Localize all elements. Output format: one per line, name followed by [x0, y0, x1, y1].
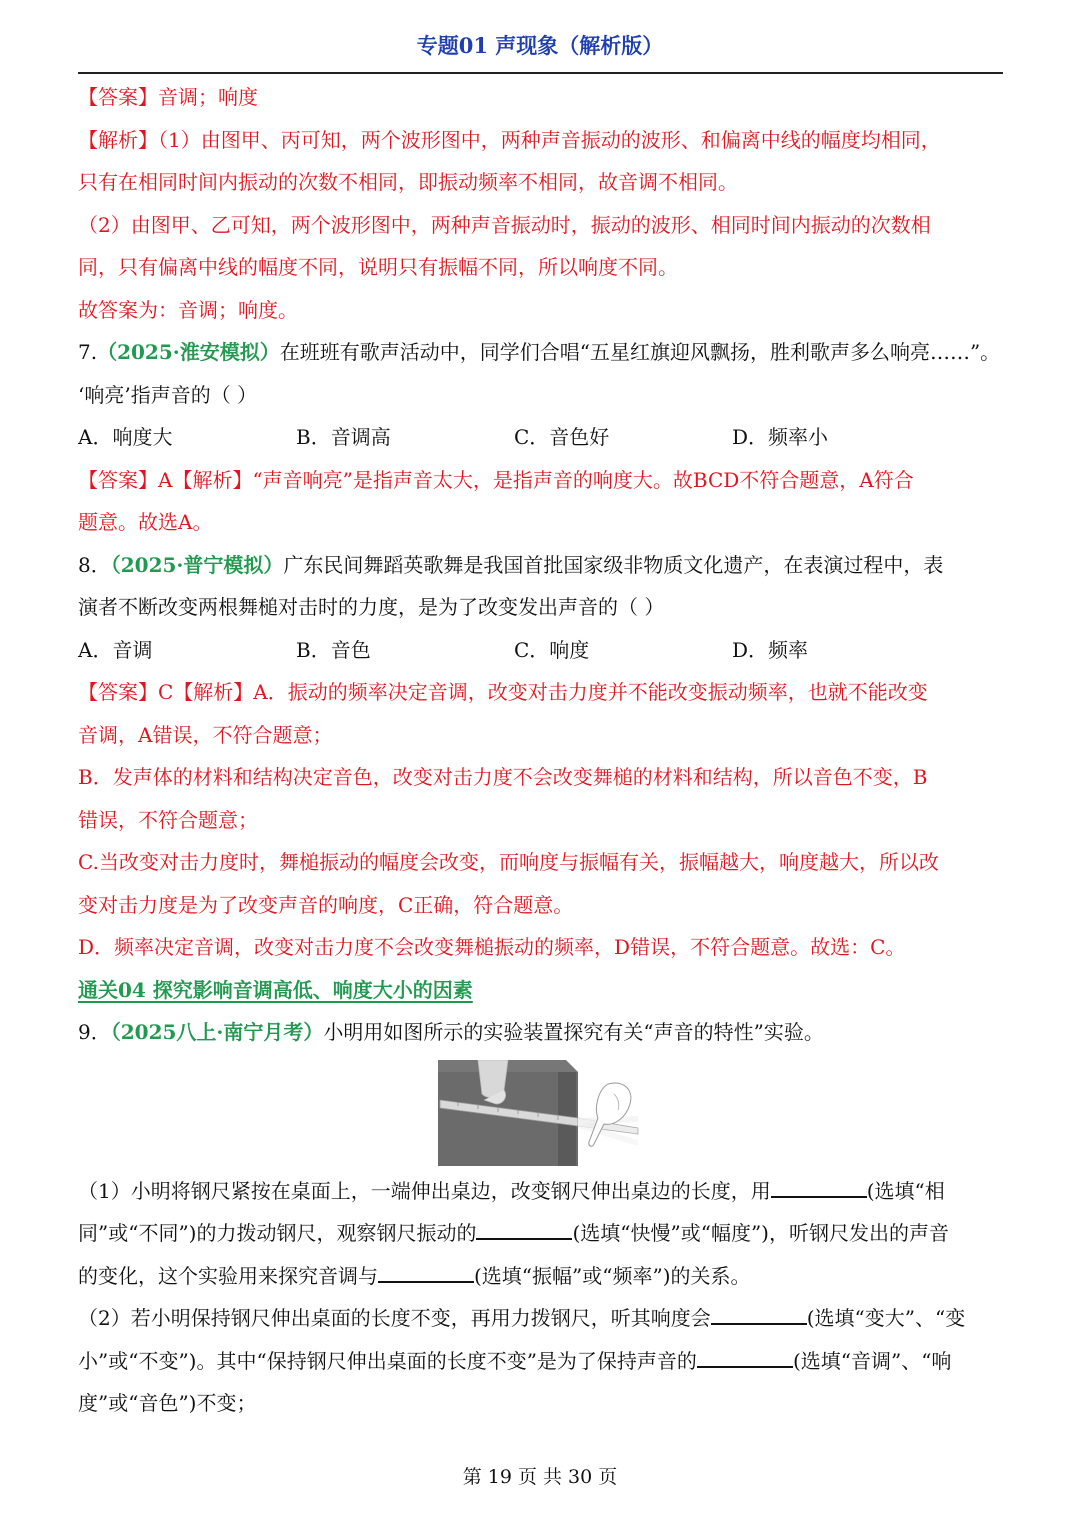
question-text: 在班班有歌声活动中，同学们合唱“五星红旗迎风飘扬，胜利歌声多么响亮……”。: [279, 340, 1001, 364]
question-text: 同”或“不同”)的力拨动钢尺，观察钢尺振动的: [78, 1221, 477, 1245]
section-title: 通关04 探究影响音调高低、响度大小的因素: [78, 977, 473, 1002]
question-9-part2-cont: 度”或“音色”)不变；: [78, 1391, 257, 1415]
question-7-stem: [78, 331, 1003, 374]
question-source: （2025·淮安模拟）: [97, 340, 280, 364]
question-text: （2）若小明保持钢尺伸出桌面的长度不变，再用力拨钢尺，听其响度会: [78, 1306, 711, 1330]
question-9-stem: [78, 1011, 1003, 1054]
question-8-analysis: C.当改变对击力度时，舞槌振动的幅度会改变，而响度与振幅有关，振幅越大，响度越大，所以改: [78, 850, 939, 874]
analysis-line: 同，只有偏离中线的幅度不同，说明只有振幅不同，所以响度不同。: [78, 255, 678, 279]
question-8-stem-cont: 演者不断改变两根舞槌对击时的力度，是为了改变发出声音的（ ）: [78, 595, 665, 619]
page-content: [78, 76, 1003, 1425]
page-header-title: 专题01 声现象（解析版）: [416, 33, 664, 58]
option-b: B．音色: [296, 637, 371, 662]
question-8-stem: [78, 544, 1003, 587]
answer-blank[interactable]: [476, 1220, 572, 1240]
answer-blank[interactable]: [771, 1178, 867, 1198]
question-text: 小明用如图所示的实验装置探究有关“声音的特性”实验。: [323, 1020, 824, 1044]
analysis-line: 【解析】（1）由图甲、丙可知，两个波形图中，两种声音振动的波形、和偏离中线的幅度均相同，: [78, 127, 941, 152]
option-a: A．音调: [78, 637, 153, 662]
answer-blank[interactable]: [697, 1348, 793, 1368]
question-8-answer: 【答案】C【解析】A．振动的频率决定音调，改变对击力度并不能改变振动频率，也就不能改变: [78, 680, 928, 704]
option-d: D．频率: [732, 637, 809, 662]
question-text: 的变化，这个实验用来探究音调与: [78, 1263, 378, 1288]
question-8-options: [78, 629, 1003, 672]
question-8-analysis: B．发声体的材料和结构决定音色，改变对击力度不会改变舞槌的材料和结构，所以音色不变，B: [78, 765, 928, 789]
question-source: （2025八上·南宁月考）: [110, 1020, 324, 1044]
option-c: C．音色好: [514, 425, 610, 449]
question-text: (选填“变大”、“变: [806, 1306, 966, 1330]
question-9-part2-cont: [78, 1340, 1003, 1383]
question-text: (选填“音调”、“响: [792, 1348, 952, 1373]
question-9-part2: [78, 1297, 1003, 1340]
question-number: 9．: [78, 1020, 111, 1044]
option-a: A．响度大: [78, 425, 173, 449]
option-b: B．音调高: [296, 425, 391, 449]
question-8-analysis: 音调，A错误，不符合题意；: [78, 722, 333, 747]
question-7-options: [78, 416, 1003, 459]
option-d: D．频率小: [732, 425, 829, 449]
question-9-part1-cont: [78, 1255, 1003, 1298]
question-text: 小”或“不变”)。其中“保持钢尺伸出桌面的长度不变”是为了保持声音的: [78, 1348, 697, 1373]
question-8-analysis: D．频率决定音调，改变对击力度不会改变舞槌振动的频率，D错误，不符合题意。故选：C。: [78, 935, 906, 959]
question-text: (选填“快慢”或“幅度”)，听钢尺发出的声音: [572, 1221, 949, 1245]
question-number: 7.: [78, 340, 98, 364]
question-text: (选填“相: [866, 1178, 945, 1203]
section-heading: [78, 969, 1003, 1012]
question-source: （2025·普宁模拟）: [110, 552, 284, 577]
question-7-answer: 【答案】A【解析】“声音响亮”是指声音太大，是指声音的响度大。故BCD不符合题意，A符合: [78, 467, 914, 492]
analysis-line: 只有在相同时间内振动的次数不相同，即振动频率不相同，故音调不相同。: [78, 170, 738, 194]
question-7-stem-cont: ‘响亮’指声音的（ ）: [78, 382, 258, 407]
page-number-footer: 第 19 页 共 30 页: [462, 1466, 618, 1488]
question-8-analysis: 变对击力度是为了改变声音的响度，C正确，符合题意。: [78, 892, 574, 917]
answer-blank[interactable]: [711, 1305, 807, 1325]
question-9-part1-cont: [78, 1212, 1003, 1255]
answer-blank[interactable]: [378, 1263, 474, 1283]
option-c: C．响度: [514, 637, 590, 662]
question-8-analysis: 错误，不符合题意；: [78, 807, 258, 832]
question-text: (选填“振幅”或“频率”)的关系。: [474, 1263, 751, 1288]
answer-line: 【答案】音调；响度: [78, 85, 258, 109]
question-7-answer-cont: 题意。故选A。: [78, 510, 213, 534]
question-text: 广东民间舞蹈英歌舞是我国首批国家级非物质文化遗产，在表演过程中，表: [283, 552, 944, 577]
analysis-line: 故答案为：音调；响度。: [78, 297, 298, 322]
question-text: （1）小明将钢尺紧按在桌面上，一端伸出桌边，改变钢尺伸出桌边的长度，用: [78, 1178, 771, 1203]
header-divider: [78, 72, 1003, 74]
ruler-on-table-illustration: [438, 1060, 644, 1166]
analysis-line: （2）由图甲、乙可知，两个波形图中，两种声音振动时，振动的波形、相同时间内振动的次数相: [78, 212, 931, 237]
question-number: 8．: [78, 552, 111, 577]
question-9-part1: [78, 1170, 1003, 1213]
experiment-figure: [78, 1058, 1003, 1168]
